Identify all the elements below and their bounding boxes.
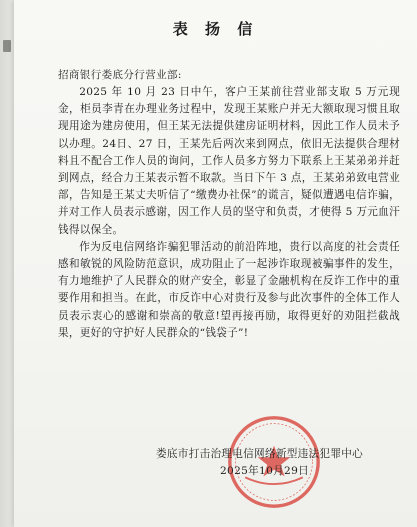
binder-edge <box>0 0 14 527</box>
body-paragraph-2: 作为反电信网络诈骗犯罪活动的前沿阵地，贵行以高度的社会责任感和敏锐的风险防范意识，成功阻止了一起涉诈取现被骗事件的发生，有力地维护了人民群众的财产安全，彰显了金融机构在反诈工作中的重要作用和担当。在此，市反诈中心对贵行及参与此次事件的全体工作人员表示衷心的感谢和崇高的敬意!望再接再励，取得更好的劝阻拦截战果，更好的守护好人民群众的“钱袋子”! <box>58 240 400 339</box>
letter-title: 表 扬 信 <box>172 20 259 38</box>
signature-organization: 娄底市打击治理电信网络新型违法犯罪中心 <box>156 448 363 460</box>
binder-hole <box>3 40 11 52</box>
body-paragraph-1: 2025 年 10 月 23 日中午，客户王某前往营业部支取 5 万元现金，柜员李青在办理业务过程中，发现王某账户并无大额取现习惯且取现用途为建房使用，但王某无法提供建房证明材料，因此工作人员未予以办理。24日、27 日，王某先后两次来到网点，依旧无法提供合理材料且不配合工作人员的询问，工作人员多方努力下联系上王某弟弟并赶到网点，经合力王某表示暂不取款。当日下午 3 点，王某弟弟致电营业部，告知是王某丈夫听信了“缴费办社保”的谎言，疑似遭遇电信诈骗，并对工作人员表示感谢，因工作人员的坚守和负责，才使得 5 万元血汗钱得以保全。 <box>58 86 400 236</box>
letter-body <box>58 84 400 342</box>
signature-date: 2025年10月29日 <box>220 465 310 477</box>
official-seal-stamp <box>226 414 322 510</box>
letter-salutation: 招商银行娄底分行营业部: <box>58 69 182 81</box>
letter-page <box>14 0 417 527</box>
